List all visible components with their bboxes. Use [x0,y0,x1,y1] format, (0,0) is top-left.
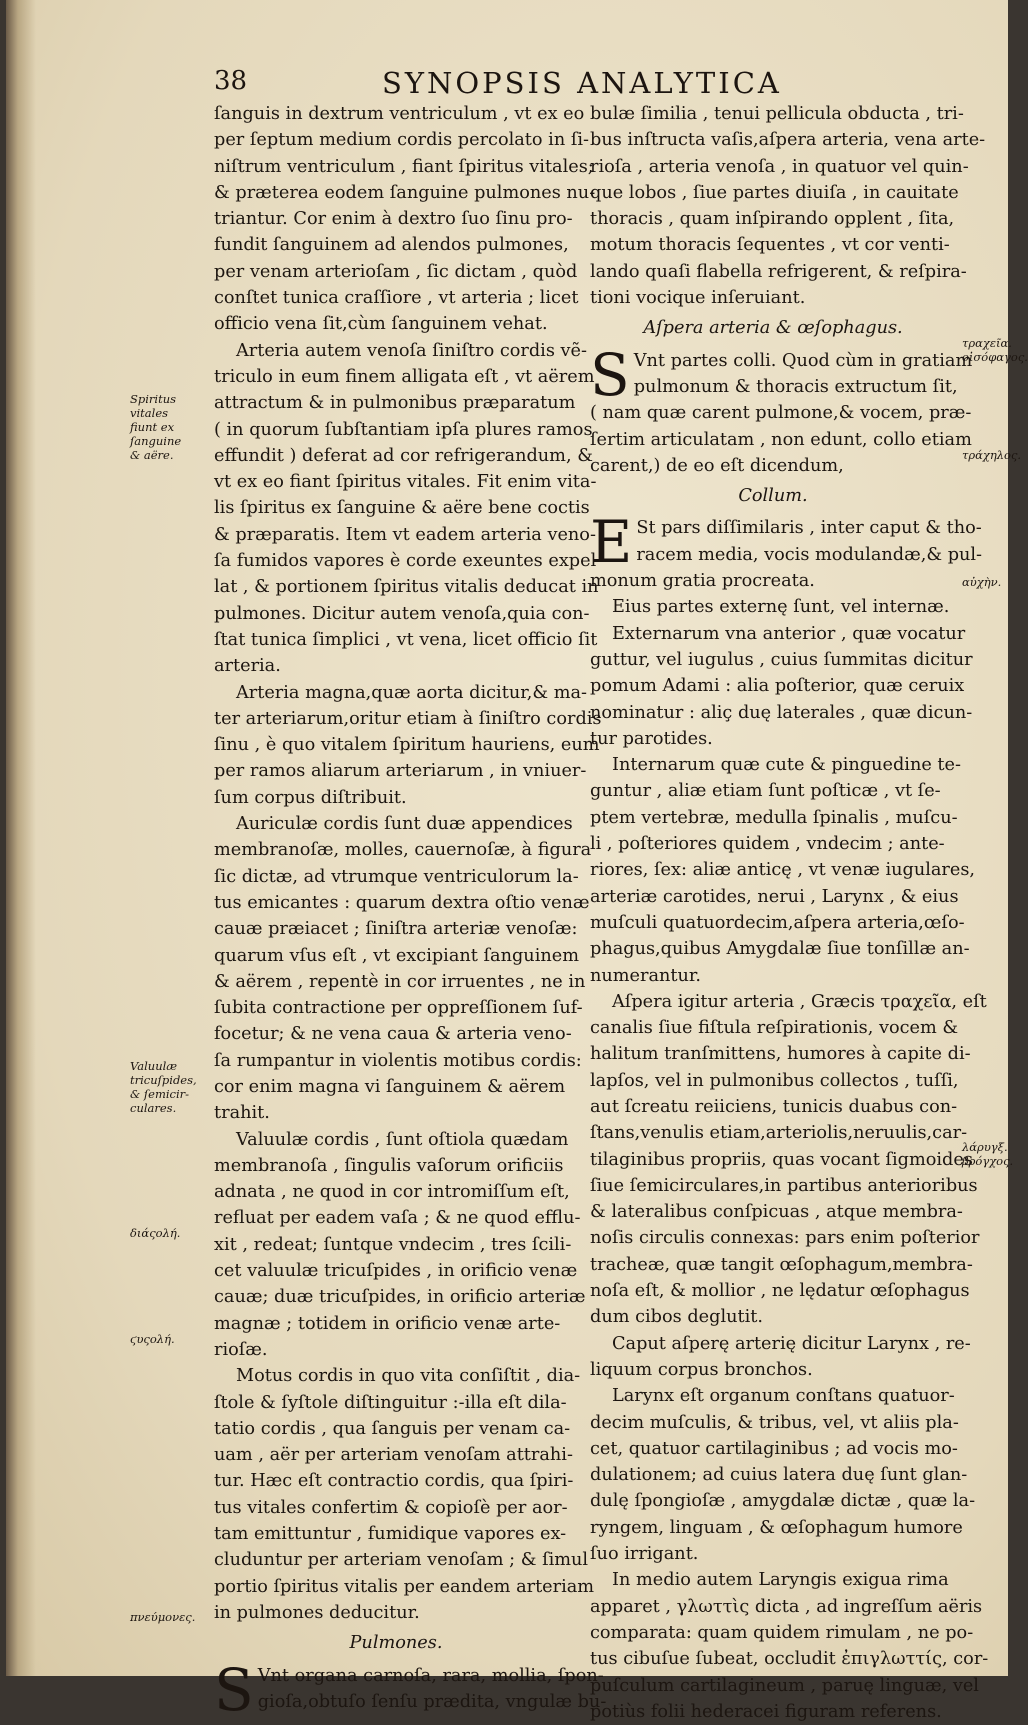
margin-note-line: βρόγχος. [962,1154,1014,1168]
text-line: trahit. [214,1103,270,1124]
text-line: decim muſculis, & tribus, vel, vt aliis pla- [590,1412,959,1433]
text-line: per ſeptum medium cordis percolato in ſi- [214,130,590,151]
margin-note-spiritus [130,392,210,462]
text-line: Arteria magna,quæ aorta dicitur,& ma- [236,682,588,703]
text-line: tioni vocique inſeruiant. [590,288,806,309]
text-line: ſanguis in dextrum ventriculum , vt ex eo [214,104,585,124]
margin-note-line: οἰσόφαγος. [962,350,1028,364]
text-line: officio vena ſit,cùm ſanguinem vehat. [214,314,548,335]
text-line: tus cibuſue ſubeat, occludit ἐπιγλωττίς, cor- [590,1649,989,1670]
page-header [214,66,994,100]
text-line: tus emicantes : quarum dextra oſtio venæ [214,892,590,913]
margin-note-pneumones: πνεύμονες. [130,1610,196,1624]
text-line: comparata: quam quidem rimulam , ne po- [590,1622,974,1643]
text-line: tur parotides. [590,728,713,749]
text-line: conſtet tunica craſſiore , vt arteria ; licet [214,288,579,309]
section-heading-aspera-arteria: Aſpera arteria & œſophagus. [643,318,903,339]
paragraph [214,811,592,1127]
paragraph [214,1655,607,1724]
paragraph [590,101,986,311]
paragraph [590,594,956,620]
text-line: tatio cordis , qua ſanguis per venam ca- [214,1418,571,1439]
text-line: & aërem , repentè in cor irruentes , ne in [214,971,586,992]
text-line: lapſos, vel in pulmonibus collectos , tuſſi, [590,1070,959,1091]
drop-cap: S [214,1655,254,1724]
text-line: arteriæ carotides, nerui , Larynx , & eius [590,886,959,907]
text-line: per venam arterioſam , ſic dictam , quòd [214,261,578,282]
section-heading-pulmones: Pulmones. [349,1633,443,1654]
text-line: & lateralibus conſpicuas , atque membra- [590,1202,963,1223]
text-line: potiùs folii hederacei figuram referens. [590,1701,942,1722]
text-line: phagus,quibus Amygdalæ ſiue tonſillæ an- [590,939,970,960]
paragraph [590,621,973,752]
text-line: noſa eſt, & mollior , ne lędatur œſophagus [590,1281,970,1302]
text-line: cluduntur per arteriam venoſam ; & ſimul [214,1550,589,1571]
text-line: lando quaſi flabella refrigerent, & reſpira- [590,261,967,282]
text-line: ſertim articulatam , non edunt, collo etiam [590,429,972,450]
text-line: guntur , aliæ etiam ſunt poſticæ , vt ſe- [590,781,941,802]
text-line: riores, ſex: aliæ anticę , vt venæ iugulares, [590,860,976,881]
margin-note-systole: ϛυςολή. [130,1332,175,1346]
text-line: cauæ; duæ tricuſpides, in orificio arteriæ [214,1287,586,1308]
text-line: ſiue ſemicirculares,in partibus anterioribus [590,1175,978,1196]
drop-cap: S [590,340,630,409]
text-line: ( in quorum ſubſtantiam ipſa plures ramos [214,419,593,440]
page-gutter-shadow [6,0,36,1676]
text-line: ſtans,venulis etiam,arteriolis,neruulis,car- [590,1123,968,1144]
text-line: Larynx eſt organum conſtans quatuor- [612,1386,955,1407]
text-line: vt ex eo fiant ſpiritus vitales. Fit enim vita- [214,472,597,493]
text-line: Vnt organa carnoſa, rara, mollia, ſpon- [257,1665,604,1686]
margin-note-diastole: διάςολή. [130,1226,181,1240]
text-line: effundit ) deferat ad cor refrigerandum, & [214,445,593,466]
left-column [214,101,607,1724]
text-line: dulationem; ad cuius latera duę ſunt glan- [590,1465,968,1486]
text-line: liquum corpus bronchos. [590,1359,813,1380]
margin-note-line: τραχεῖα. [962,336,1012,350]
text-line: cor enim magna vi ſanguinem & aërem [214,1076,566,1097]
text-line: ſic dictæ, ad vtrumque ventriculorum la- [214,866,579,887]
text-line: & præparatis. Item vt eadem arteria veno- [214,524,596,545]
text-line: halitum tranſmittens, humores à capite di- [590,1044,971,1065]
text-line: portio ſpiritus vitalis per eandem arteriam [214,1576,595,1597]
book-page [6,0,1028,1724]
paragraph [590,340,973,479]
page-number: 38 [214,66,248,96]
text-line: membranoſa , ſingulis vaſorum orificiis [214,1155,564,1176]
text-line: pulmonum & thoracis extructum ſit, [633,376,958,397]
running-title: SYNOPSIS ANALYTICA [382,66,782,100]
paragraph [214,1127,586,1364]
text-line: racem media, vocis modulandæ,& pul- [636,544,983,565]
text-line: dum cibos deglutit. [590,1307,763,1328]
text-line: Internarum quæ cute & pinguedine te- [612,755,961,776]
paragraph [590,1383,976,1567]
text-line: numerantur. [590,965,702,986]
text-line: aut ſcreatu reiiciens, tunicis duabus con- [590,1096,958,1117]
text-line: tam emittuntur , fumidique vapores ex- [214,1524,567,1545]
text-line: refluat per eadem vaſa ; & ne quod efflu- [214,1208,581,1229]
text-line: carent,) de eo eſt dicendum, [590,455,844,476]
text-line: ter arteriarum,oritur etiam à ſiniſtro cordis [214,708,602,729]
margin-note-auchen: αὐχὴν. [962,575,1002,589]
text-line: guttur, vel iugulus , cuius ſummitas dicitur [590,649,973,670]
text-line: pulmones. Dicitur autem venoſa,quia con- [214,603,590,624]
drop-cap: E [590,508,633,577]
text-line: fundit ſanguinem ad alendos pulmones, [214,235,569,256]
margin-note-line: λάρυγξ. [962,1140,1008,1154]
text-line: tus vitales confertim & copioſè per aor- [214,1497,568,1518]
text-line: lat , & portionem ſpiritus vitalis deducat in [214,577,599,598]
text-line: arteria. [214,656,281,677]
margin-note-trachelos: τράχηλος. [962,448,1022,462]
text-line: gioſa,obtuſo ſenſu prædita, vngulæ bu- [257,1691,607,1712]
paragraph [214,338,603,680]
text-line: attractum & in pulmonibus præparatum [214,393,576,414]
text-line: in pulmones deducitur. [214,1602,420,1623]
margin-note-line: & ſemicir- [130,1087,190,1101]
text-line: thoracis , quam inſpirando opplent , ſita, [590,209,955,230]
text-line: ſinu , è quo vitalem ſpiritum hauriens, eum [214,735,600,756]
text-line: Eius partes externę ſunt, vel internæ. [612,597,950,618]
margin-note-larynx [962,1140,1014,1168]
text-line: ſum corpus diſtribuit. [214,787,407,808]
text-line: cet valuulæ tricuſpides , in orificio venæ [214,1261,578,1282]
text-line: per ramos aliarum arteriarum , in vniuer- [214,761,587,782]
margin-note-line: culares. [130,1101,177,1115]
text-line: tilaginibus propriis, quas vocant ſigmoides [590,1149,973,1170]
text-line: membranoſæ, molles, cauernoſæ, à figura [214,840,592,861]
text-line: canalis ſiue fiſtula reſpirationis, vocem & [590,1018,959,1039]
paragraph [590,1331,971,1384]
paragraph [590,1567,989,1725]
text-line: Arteria autem venoſa ſiniſtro cordis vẽ- [236,340,587,361]
margin-note-line: tricuſpides, [130,1073,197,1087]
section-heading-collum: Collum. [738,486,808,507]
text-line: ſa rumpantur in violentis motibus cordis: [214,1050,582,1071]
text-line: cet, quatuor cartilaginibus ; ad vocis mo- [590,1438,958,1459]
text-line: ptem vertebræ, medulla ſpinalis , muſcu- [590,807,958,828]
text-line: ſtole & ſyſtole diſtinguitur :-illa eſt dila- [214,1392,567,1413]
text-line: muſculi quatuordecim,aſpera arteria,œſo- [590,912,965,933]
text-line: ryngem, linguam , & œſophagum humore [590,1517,963,1538]
text-line: Auriculæ cordis ſunt duæ appendices [236,814,573,835]
text-line: rioſa , arteria venoſa , in quatuor vel quin- [590,156,969,177]
text-line: Valuulæ cordis , ſunt oſtiola quædam [236,1129,569,1150]
margin-note-tracheia [962,336,1028,364]
text-line: quarum vſus eſt , vt excipiant ſanguinem [214,945,579,966]
paragraph [214,1363,595,1626]
paragraph [214,680,602,811]
margin-note-line: & aëre. [130,448,174,462]
text-line: tur. Hæc eſt contractio cordis, qua ſpiri- [214,1471,574,1492]
text-line: li , poſteriores quidem , vndecim ; ante- [590,834,945,855]
text-line: Vnt partes colli. Quod cùm in gratiam [633,350,973,371]
text-line: bulæ ſimilia , tenui pellicula obducta , tri- [590,104,964,124]
margin-note-line: vitales [130,406,169,420]
text-line: cauæ præiacet ; ſiniſtra arteriæ venoſæ: [214,919,578,940]
text-line: bus inſtructa vaſis,aſpera arteria, vena arte- [590,130,986,151]
text-line: rioſæ. [214,1339,268,1360]
text-line: motum thoracis ſequentes , vt cor venti- [590,235,950,256]
paragraph [590,752,976,989]
text-line: tracheæ, quæ tangit œſophagum,membra- [590,1254,973,1275]
text-line: ſubita contractione per oppreſſionem ſuf- [214,998,583,1019]
text-line: ſuo irrigant. [590,1544,699,1565]
text-line: monum gratia procreata. [590,571,815,592]
text-line: dulę ſpongioſæ , amygdalæ dictæ , quæ la- [590,1491,976,1512]
text-line: puſculum cartilagineum , paruę linguæ, vel [590,1675,979,1696]
text-line: xit , redeat; ſuntque vndecim , tres ſcili- [214,1234,572,1255]
text-line: & præterea eodem ſanguine pulmones nu- [214,182,596,203]
text-line: ſa fumidos vapores è corde exeuntes expel- [214,551,603,572]
text-line: Externarum vna anterior , quæ vocatur [612,623,966,644]
text-line: noſis circulis connexas: pars enim poſterior [590,1228,980,1249]
text-line: niſtrum ventriculum , fiant ſpiritus vitales; [214,156,594,177]
margin-note-line: Spiritus [130,392,177,406]
text-line: triculo in eum finem alligata eſt , vt aërem [214,366,595,387]
text-line: pomum Adami : alia poſterior, quæ ceruix [590,676,965,697]
paragraph [214,101,596,338]
text-line: St pars diſſimilaris , inter caput & tho- [636,518,982,539]
text-line: triantur. Cor enim à dextro ſuo ſinu pro- [214,209,573,230]
text-line: Caput aſperę arterię dicitur Larynx , re- [612,1333,971,1354]
text-line: Aſpera igitur arteria , Græcis τραχεῖα, eſt [612,991,987,1012]
text-line: que lobos , ſiue partes diuiſa , in cauitate [590,182,959,203]
text-line: focetur; & ne vena caua & arteria veno- [214,1024,572,1045]
text-line: ( nam quæ carent pulmone,& vocem, præ- [590,403,972,424]
text-line: magnæ ; totidem in orificio venæ arte- [214,1313,561,1334]
text-line: ſtat tunica ſimplici , vt vena, licet officio ſit [214,629,598,650]
margin-note-line: Valuulæ [130,1059,178,1073]
text-line: lis ſpiritus ex ſanguine & aëre bene coctis [214,498,590,519]
margin-note-valuulae [130,1059,210,1115]
text-line: Motus cordis in quo vita conſiſtit , dia- [236,1366,581,1387]
margin-note-line: fiunt ex [130,420,175,434]
text-line: In medio autem Laryngis exigua rima [612,1570,949,1591]
margin-note-line: ſanguine [130,434,182,448]
text-line: nominatur : aliç duę laterales , quæ dicun- [590,702,973,723]
text-line: apparet , γλωττὶς dicta , ad ingreſſum aëris [590,1596,983,1617]
text-line: uam , aër per arteriam venoſam attrahi- [214,1445,573,1466]
text-line: adnata , ne quod in cor intromiſſum eſt, [214,1182,570,1203]
